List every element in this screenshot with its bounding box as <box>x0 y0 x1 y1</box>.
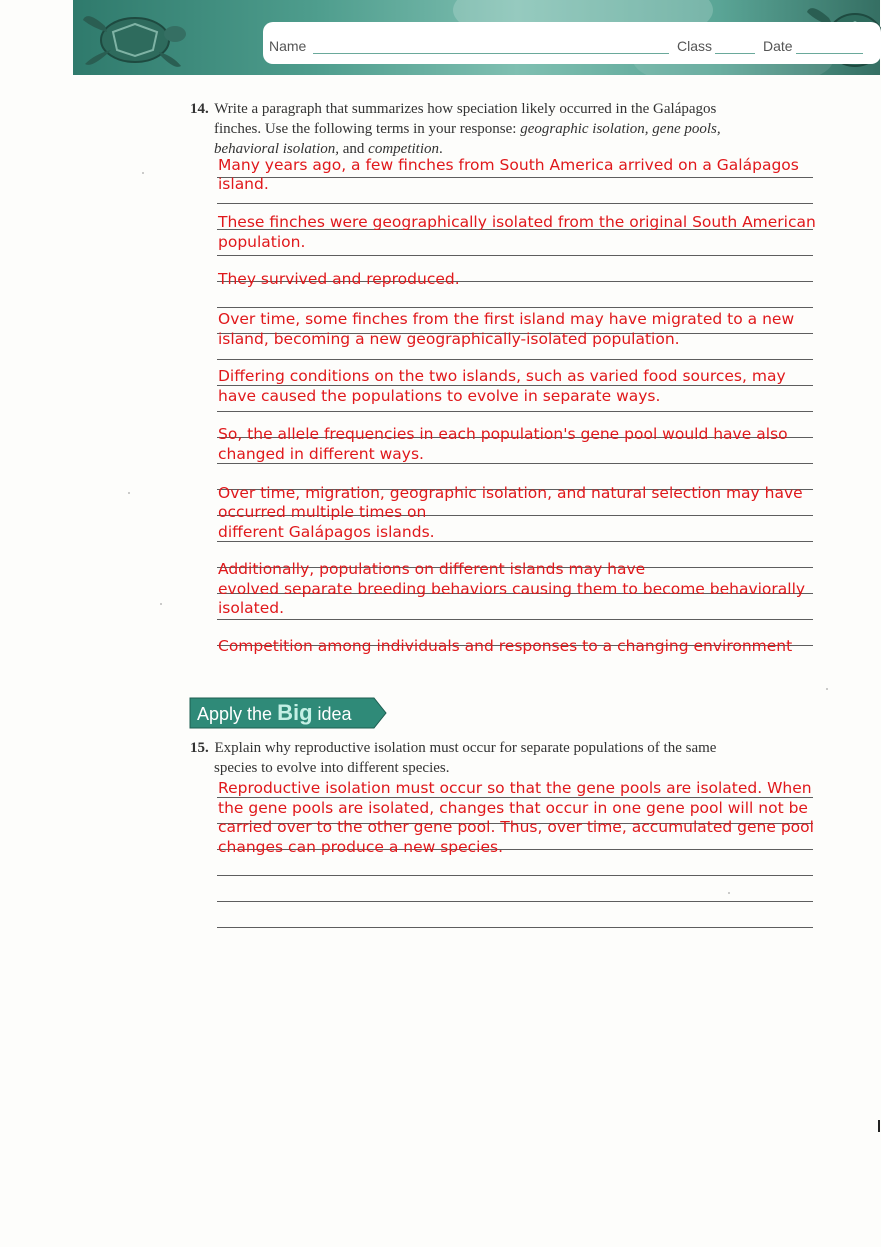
answer-overflow-clip <box>217 637 813 655</box>
date-label: Date <box>763 38 793 54</box>
answer-text-line[interactable]: carried over to the other gene pool. Thus, over time, accumulated gene pool <box>218 818 814 836</box>
answer-text-line[interactable]: Reproductive isolation must occur so that the gene pools are isolated. When <box>218 779 812 797</box>
answer-line <box>217 203 813 204</box>
answer-text-line[interactable]: Over time, migration, geographic isolation, and natural selection may have <box>218 484 803 502</box>
date-field[interactable] <box>796 53 863 54</box>
answer-text-line[interactable]: They survived and reproduced. <box>218 270 460 288</box>
answer-text-line[interactable]: different Galápagos islands. <box>218 523 435 541</box>
answer-text-line[interactable]: These finches were geographically isolated from the original South American <box>218 213 816 231</box>
answer-line <box>217 255 813 256</box>
answer-text-line[interactable]: island. <box>218 175 269 193</box>
answer-text-line[interactable]: island, becoming a new geographically-isolated population. <box>218 330 680 348</box>
scan-speck <box>160 603 162 605</box>
question-15 <box>190 738 790 778</box>
answer-line <box>217 875 813 876</box>
answer-text-line[interactable]: Over time, some finches from the first island may have migrated to a new <box>218 310 795 328</box>
name-field[interactable] <box>313 53 669 54</box>
scan-speck <box>728 892 730 894</box>
class-label: Class <box>677 38 713 54</box>
question-14-number: 14. <box>190 101 209 117</box>
apply-big-idea-label: Apply the Big idea <box>197 700 352 725</box>
scan-speck <box>128 492 130 494</box>
answer-line <box>217 359 813 360</box>
answer-text-line[interactable]: isolated. <box>218 599 285 617</box>
class-field[interactable] <box>715 53 755 54</box>
answer-text-line[interactable]: the gene pools are isolated, changes that occur in one gene pool will not be <box>218 799 808 817</box>
answer-line <box>217 619 813 620</box>
question-14-prompt: 14. Write a paragraph that summarizes how speciation likely occurred in the Galápagos finches. Use the following terms in your response: geographic isolation, gene pools, behavioral isolation, and competition. <box>190 101 721 157</box>
answer-line <box>217 411 813 412</box>
answer-line <box>217 307 813 308</box>
answer-text-line[interactable]: Differing conditions on the two islands, such as varied food sources, may <box>218 367 786 385</box>
apply-big-idea-banner <box>190 697 388 734</box>
answer-text-line[interactable]: occurred multiple times on <box>218 503 427 521</box>
page-edge-mark <box>878 1120 880 1132</box>
question-15-number: 15. <box>190 740 209 756</box>
question-15-prompt: 15. Explain why reproductive isolation must occur for separate populations of the same species to evolve into different species. <box>190 740 717 776</box>
answer-text-line[interactable]: So, the allele frequencies in each population's gene pool would have also <box>218 425 788 443</box>
answer-text-line[interactable]: Additionally, populations on different islands may have <box>218 560 646 578</box>
answer-line <box>217 927 813 928</box>
answer-text-line[interactable]: Many years ago, a few finches from South America arrived on a Galápagos <box>218 156 799 174</box>
answer-line <box>217 177 813 178</box>
answer-line <box>217 901 813 902</box>
scan-speck <box>826 688 828 690</box>
header-banner <box>73 0 880 75</box>
sea-turtle-icon <box>83 6 193 72</box>
name-class-date-bar <box>263 22 881 64</box>
name-label: Name <box>269 38 307 54</box>
scan-speck <box>142 172 144 174</box>
answer-text-line[interactable]: have caused the populations to evolve in separate ways. <box>218 387 661 405</box>
answer-text-line[interactable]: evolved separate breeding behaviors causing them to become behaviorally <box>218 580 806 598</box>
question-14 <box>190 99 790 159</box>
answer-text-line[interactable]: population. <box>218 233 306 251</box>
answer-text-line[interactable]: changes can produce a new species. <box>218 838 504 856</box>
answer-text-line[interactable]: Competition among individuals and responses to a changing environment <box>218 637 793 655</box>
answer-text-line[interactable]: changed in different ways. <box>218 445 424 463</box>
